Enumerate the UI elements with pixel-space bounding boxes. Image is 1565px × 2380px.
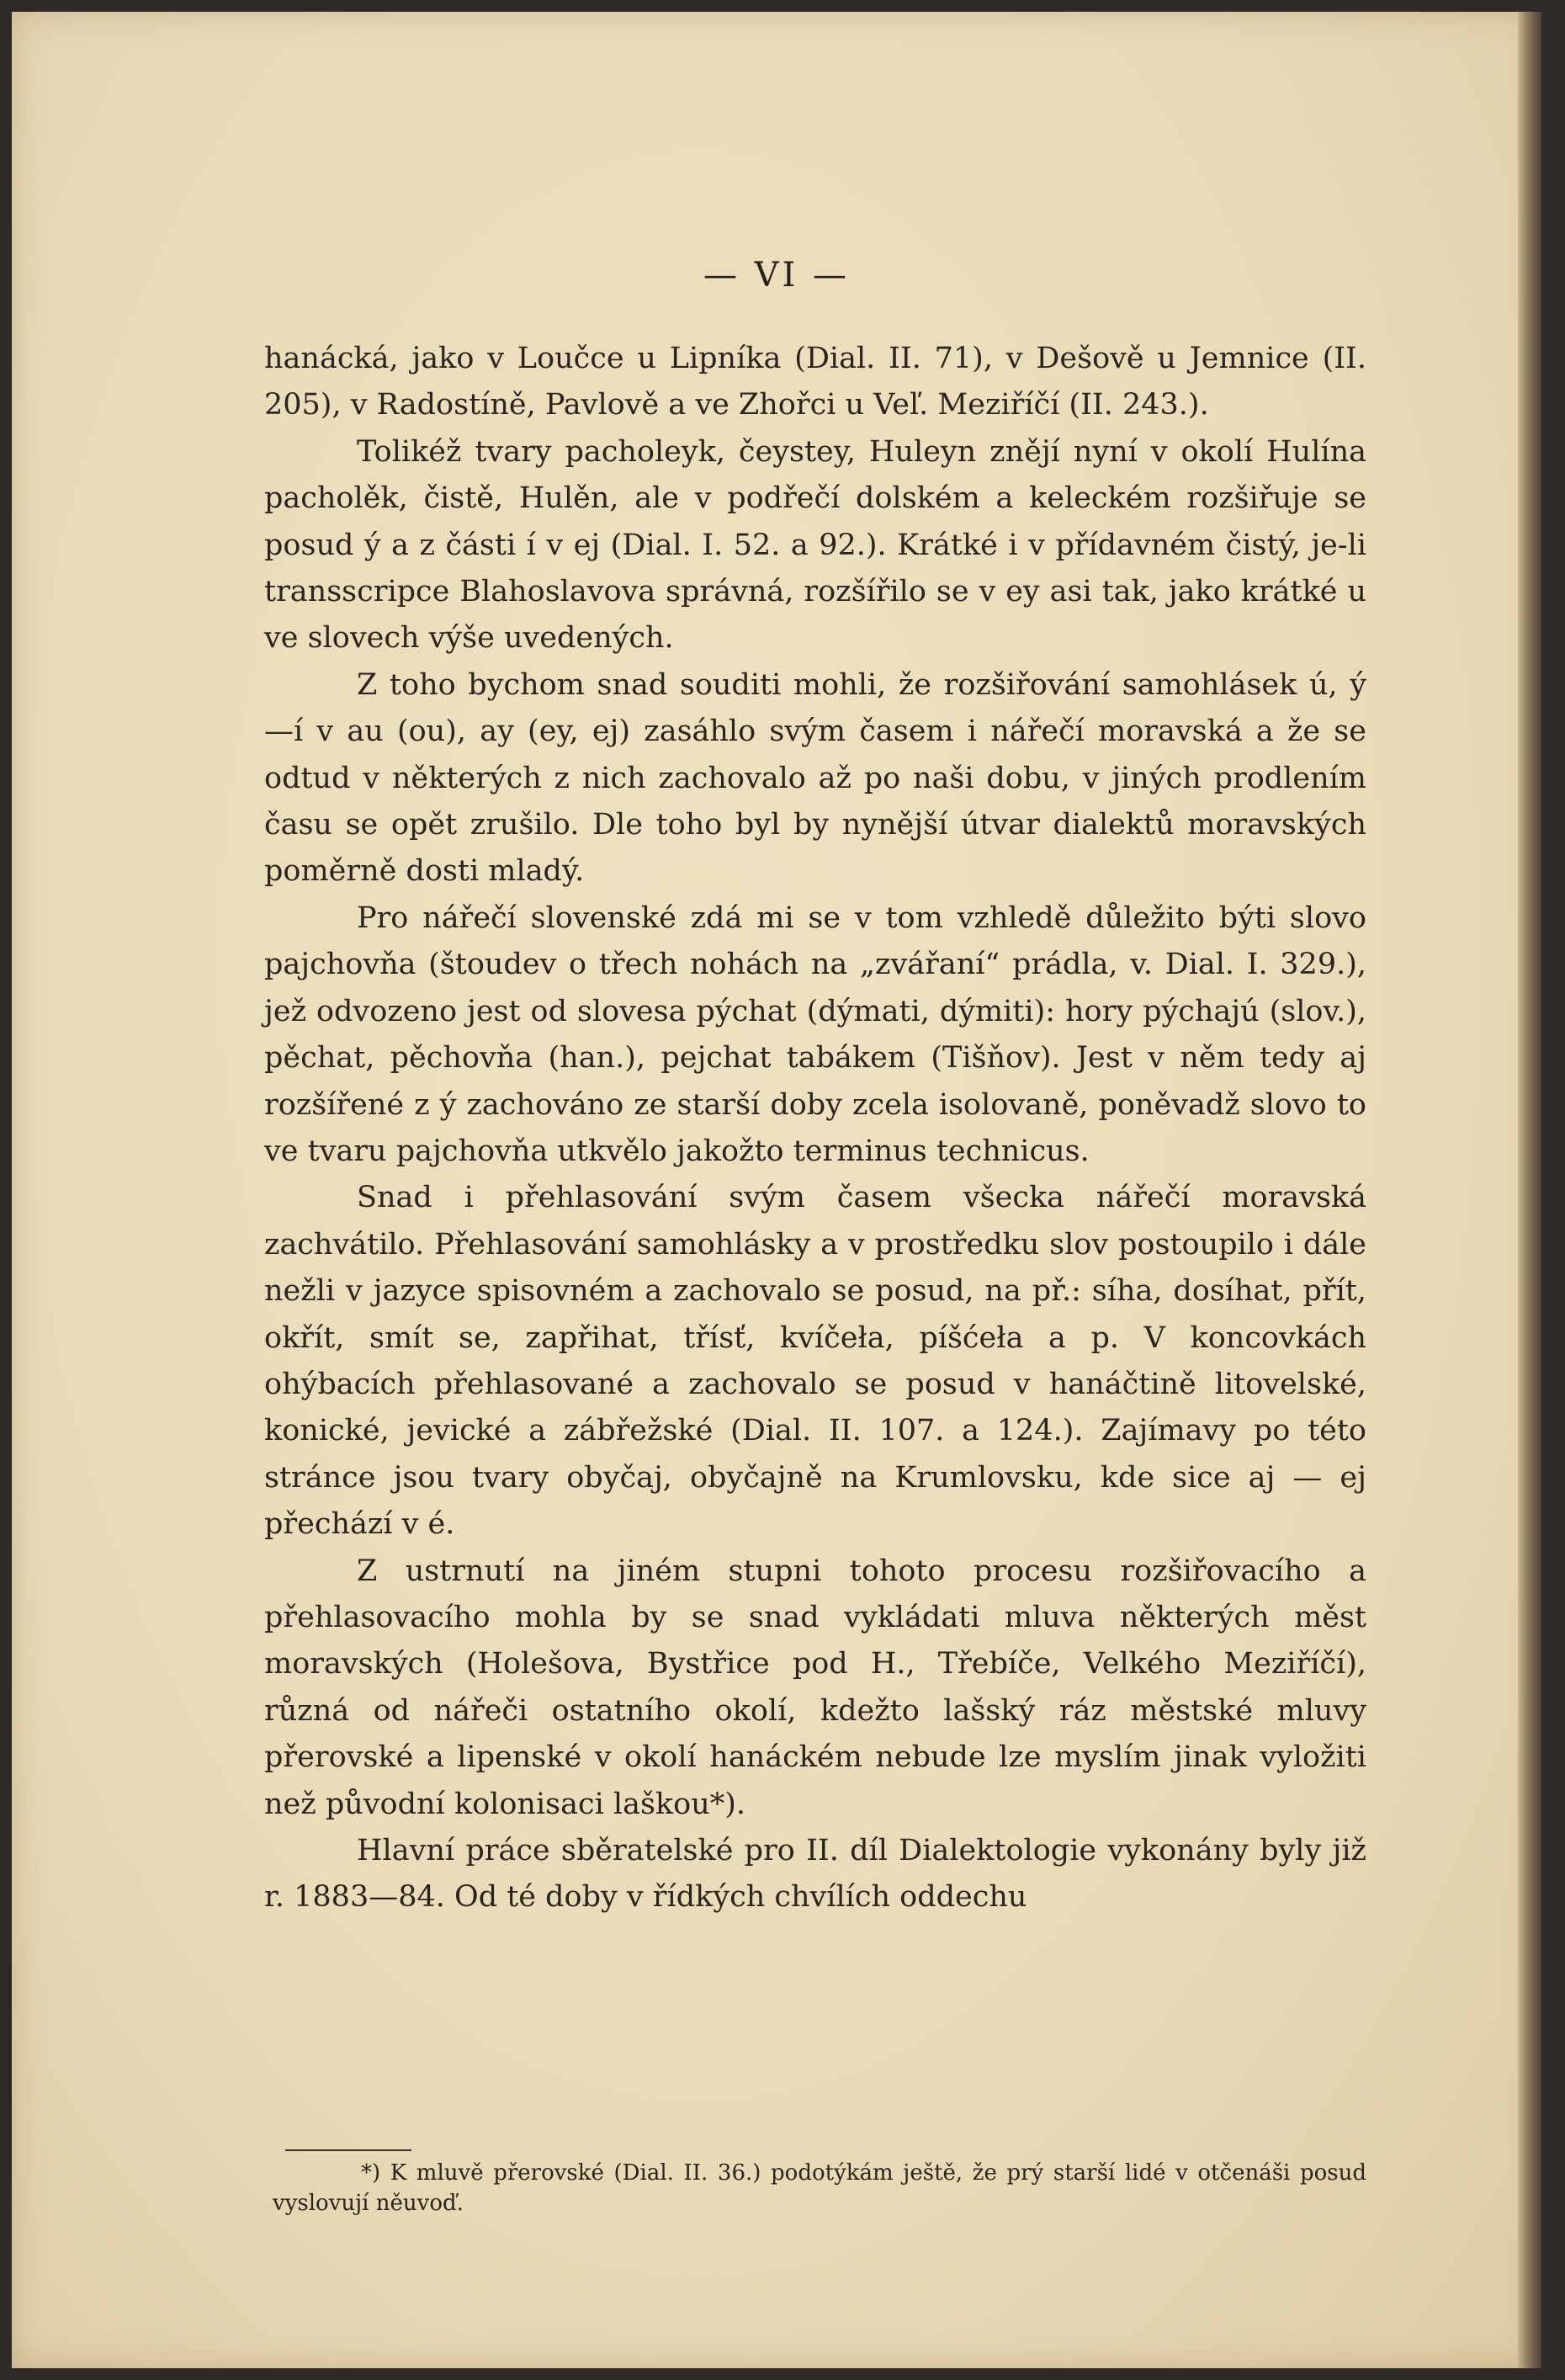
paragraph-1: hanácká, jako v Loučce u Lipníka (Dial. II. 71), v Dešově u Jemnice (II. 205), v Radostíně, Pavlově a ve Zhořci u Veľ. Meziříčí (II. 243.). (264, 342, 1366, 422)
paragraph-4: Pro nářečí slovenské zdá mi se v tom vzhledě důležito býti slovo pajchovňa (štoudev o třech nohách na „zvářaní“ prádla, v. Dial. I. 329.), jež odvozeno jest od slovesa pýchat (dýmati, dýmiti): hory pýchajú (slov.), pěchat, pěchovňa (han.), pejchat tabákem (Tišňov). Jest v něm tedy aj rozšířené z ý zachováno ze starší doby zcela isolovaně, poněvadž slovo to ve tvaru pajchovňa utkvělo jakožto terminus technicus. (264, 900, 1366, 1168)
paragraph-6: Z ustrnutí na jiném stupni tohoto procesu rozšiřovacího a přehlasovacího mohla by se snad vykládati mluva některých měst moravských (Holešova, Bystřice pod H., Třebíče, Velkého Meziříčí), různá od nářeči ostatního okolí, kdežto lašský ráz městské mluvy přerovské a lipenské v okolí hanáckém nebude lze myslím jinak vyložiti než původní kolonisaci laškou*). (264, 1554, 1366, 1821)
paragraph-7: Hlavní práce sběratelské pro II. díl Dialektologie vykonány byly již r. 1883—84. Od té doby v řídkých chvílích oddechu (264, 1834, 1366, 1915)
body-text (264, 336, 1366, 1921)
footnote (273, 2158, 1366, 2218)
paragraph-2: Tolikéž tvary pacholeyk, čeystey, Huleyn znějí nyní v okolí Hulína pacholěk, čistě, Hulěn, ale v podřečí dolském a keleckém rozšiřuje se posud ý a z části í v ej (Dial. I. 52. a 92.). Krátké i v přídavném čistý, je-li transscripce Blahoslavova správná, rozšířilo se v ey asi tak, jako krátké u ve slovech výše uvedených. (264, 434, 1366, 656)
book-page (12, 12, 1541, 2368)
page-number: — VI — (703, 256, 851, 295)
footnote-text: *) K mluvě přerovské (Dial. II. 36.) podotýkám ještě, že prý starší lidé v otčenáši posud vyslovují něuvoď. (273, 2160, 1366, 2216)
footnote-rule (285, 2149, 411, 2151)
page-spine-shadow (1518, 12, 1541, 2368)
paragraph-3: Z toho bychom snad souditi mohli, že rozšiřování samohlásek ú, ý—í v au (ou), ay (ey, ej) zasáhlo svým časem i nářečí moravská a že se odtud v některých z nich zachovalo až po naši dobu, v jiných prodlením času se opět zrušilo. Dle toho byl by nynější útvar dialektů moravských poměrně dosti mladý. (264, 667, 1366, 889)
paragraph-5: Snad i přehlasování svým časem všecka nářečí moravská zachvátilo. Přehlasování samohlásky a v prostředku slov postoupilo i dále nežli v jazyce spisovném a zachovalo se posud, na př.: síha, dosíhat, přít, okřít, smít se, zapřihat, třísť, kvíčeła, píšćeła a p. V koncovkách ohýbacích přehlasované a zachovalo se posud v hanáčtině litovelské, konické, jevické a zábřežské (Dial. II. 107. a 124.). Zajímavy po této stránce jsou tvary obyčaj, obyčajně na Krumlovsku, kde sice aj — ej přechází v é. (264, 1181, 1366, 1542)
